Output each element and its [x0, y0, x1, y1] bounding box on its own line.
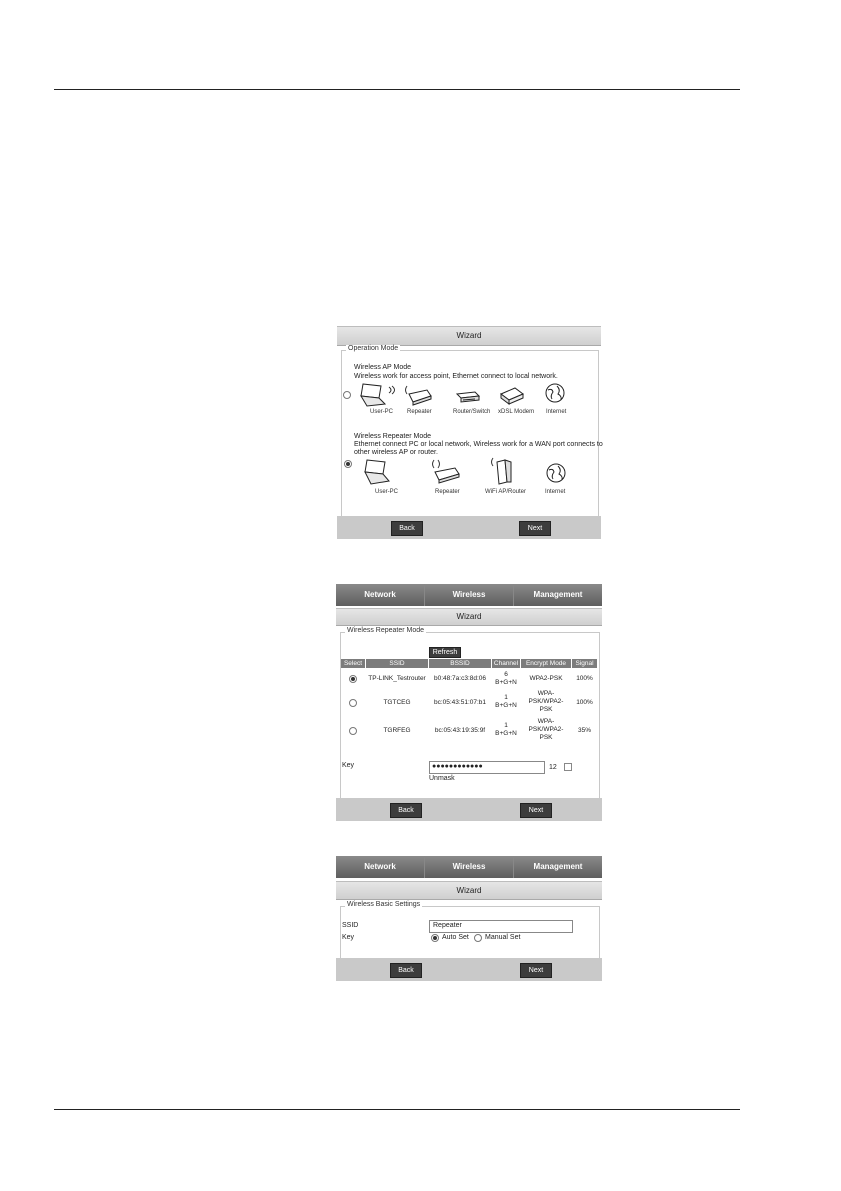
- column-header-encrypt-mode: Encrypt Mode: [521, 659, 571, 668]
- row-bssid: b0:48:7a:c3:8d:06: [433, 675, 487, 682]
- wireless-signal-icon: [387, 385, 397, 395]
- nav-management[interactable]: Management: [533, 862, 583, 871]
- wizard-title-bar: Wizard: [336, 608, 602, 626]
- ssid-input-value: Repeater: [433, 922, 462, 929]
- row-channel: 1: [504, 694, 508, 701]
- laptop-icon: [359, 458, 391, 486]
- column-header-ssid: SSID: [366, 659, 428, 668]
- ap-device-label-user-pc: User-PC: [370, 409, 394, 415]
- unmask-label: Unmask: [429, 775, 455, 782]
- repeater-mode-description-line2: other wireless AP or router.: [354, 449, 438, 456]
- row-signal: 35%: [577, 727, 591, 734]
- refresh-button[interactable]: Refresh: [429, 647, 461, 658]
- nav-network[interactable]: Network: [336, 584, 425, 606]
- row-encrypt-mode: PSK/WPA2-: [528, 698, 564, 705]
- row-select-radio[interactable]: [349, 727, 357, 735]
- basic-settings-screenshot: [336, 856, 602, 988]
- ap-device-label-router-switch: Router/Switch: [453, 409, 491, 415]
- repeater-icon: [429, 458, 463, 484]
- row-select-radio[interactable]: [349, 675, 357, 683]
- row-channel-band: B+G+N: [495, 702, 517, 709]
- key-input[interactable]: [429, 761, 545, 774]
- router-switch-icon: [455, 388, 481, 406]
- column-header-bssid: BSSID: [429, 659, 491, 668]
- repeater-mode-legend: Wireless Repeater Mode: [347, 627, 425, 634]
- operation-mode-screenshot: [337, 322, 601, 543]
- ssid-input[interactable]: [429, 920, 573, 933]
- row-bssid: bc:05:43:51:07:b1: [433, 699, 487, 706]
- row-encrypt-mode: PSK: [539, 706, 553, 713]
- column-header-channel: Channel: [493, 660, 519, 667]
- header-rule: [54, 89, 740, 90]
- row-channel: 6: [504, 671, 508, 678]
- top-navigation: [336, 856, 602, 878]
- ap-mode-radio[interactable]: [343, 391, 351, 399]
- auto-set-label: Auto Set: [442, 934, 469, 941]
- repeater-device-label-wifi-router: WiFi AP/Router: [485, 489, 527, 495]
- repeater-mode-screenshot: [336, 584, 602, 822]
- key-input-value: ●●●●●●●●●●●●: [432, 763, 483, 770]
- button-bar: [336, 958, 602, 981]
- repeater-mode-radio[interactable]: [344, 460, 352, 468]
- row-signal: 100%: [576, 699, 593, 706]
- nav-management[interactable]: Management: [533, 590, 583, 599]
- manual-set-label: Manual Set: [485, 934, 521, 941]
- wizard-title-bar: Wizard: [337, 326, 601, 346]
- unmask-checkbox[interactable]: [564, 763, 572, 771]
- key-length: 12: [549, 764, 557, 771]
- row-channel-band: B+G+N: [495, 679, 517, 686]
- column-header-signal: Signal: [572, 659, 597, 668]
- nav-wireless[interactable]: Wireless: [425, 856, 514, 878]
- repeater-device-label-repeater: Repeater: [435, 489, 460, 495]
- row-ssid: TGTCEG: [383, 699, 411, 706]
- nav-network[interactable]: Network: [336, 856, 425, 878]
- ap-mode-heading: Wireless AP Mode: [354, 364, 412, 371]
- row-signal: 100%: [576, 675, 593, 682]
- row-channel-band: B+G+N: [495, 730, 517, 737]
- ssid-label: SSID: [342, 922, 359, 929]
- row-ssid: TP-LINK_Testrouter: [368, 675, 426, 682]
- key-label: Key: [342, 934, 355, 941]
- button-bar: [336, 798, 602, 821]
- repeater-device-label-internet: Internet: [545, 489, 566, 495]
- laptop-icon: [357, 382, 387, 408]
- repeater-device-label-user-pc: User-PC: [375, 489, 399, 495]
- row-select-radio[interactable]: [349, 699, 357, 707]
- repeater-mode-description-line1: Ethernet connect PC or local network, Wireless work for a WAN port connects to: [354, 441, 603, 448]
- repeater-icon: [403, 384, 433, 406]
- ap-mode-description: Wireless work for access point, Ethernet connect to local network.: [354, 373, 558, 380]
- auto-set-radio[interactable]: [431, 934, 439, 942]
- wifi-router-icon: [489, 456, 515, 486]
- back-button[interactable]: Back: [390, 803, 422, 818]
- manual-set-radio[interactable]: [474, 934, 482, 942]
- ap-device-label-internet: Internet: [546, 409, 567, 415]
- next-button[interactable]: Next: [520, 963, 552, 978]
- top-navigation: [336, 584, 602, 606]
- nav-wireless[interactable]: Wireless: [425, 584, 514, 606]
- basic-settings-legend: Wireless Basic Settings: [347, 901, 421, 908]
- ap-device-label-xdsl-modem: xDSL Modem: [498, 409, 535, 415]
- internet-globe-icon: [545, 462, 567, 484]
- basic-settings-fieldset: [340, 901, 600, 960]
- ap-device-label-repeater: Repeater: [407, 409, 432, 415]
- column-header-select: Select: [341, 659, 365, 668]
- row-encrypt-mode: WPA2-PSK: [529, 675, 563, 682]
- internet-globe-icon: [544, 382, 566, 404]
- back-button[interactable]: Back: [390, 963, 422, 978]
- wizard-title-bar: Wizard: [336, 881, 602, 900]
- button-bar: [337, 516, 601, 539]
- row-encrypt-mode: WPA-: [537, 718, 555, 725]
- row-ssid: TGRFEG: [383, 727, 411, 734]
- next-button[interactable]: Next: [520, 803, 552, 818]
- operation-mode-legend: Operation Mode: [348, 345, 399, 352]
- footer-rule: [54, 1109, 740, 1110]
- back-button[interactable]: Back: [391, 521, 423, 536]
- repeater-mode-fieldset: [340, 627, 600, 800]
- row-encrypt-mode: WPA-: [537, 690, 555, 697]
- key-label: Key: [342, 762, 355, 769]
- row-encrypt-mode: PSK: [539, 734, 553, 741]
- row-bssid: bc:05:43:19:35:9f: [434, 727, 486, 734]
- row-encrypt-mode: PSK/WPA2-: [528, 726, 564, 733]
- repeater-mode-heading: Wireless Repeater Mode: [354, 433, 432, 440]
- row-channel: 1: [504, 722, 508, 729]
- modem-icon: [499, 386, 525, 406]
- next-button[interactable]: Next: [519, 521, 551, 536]
